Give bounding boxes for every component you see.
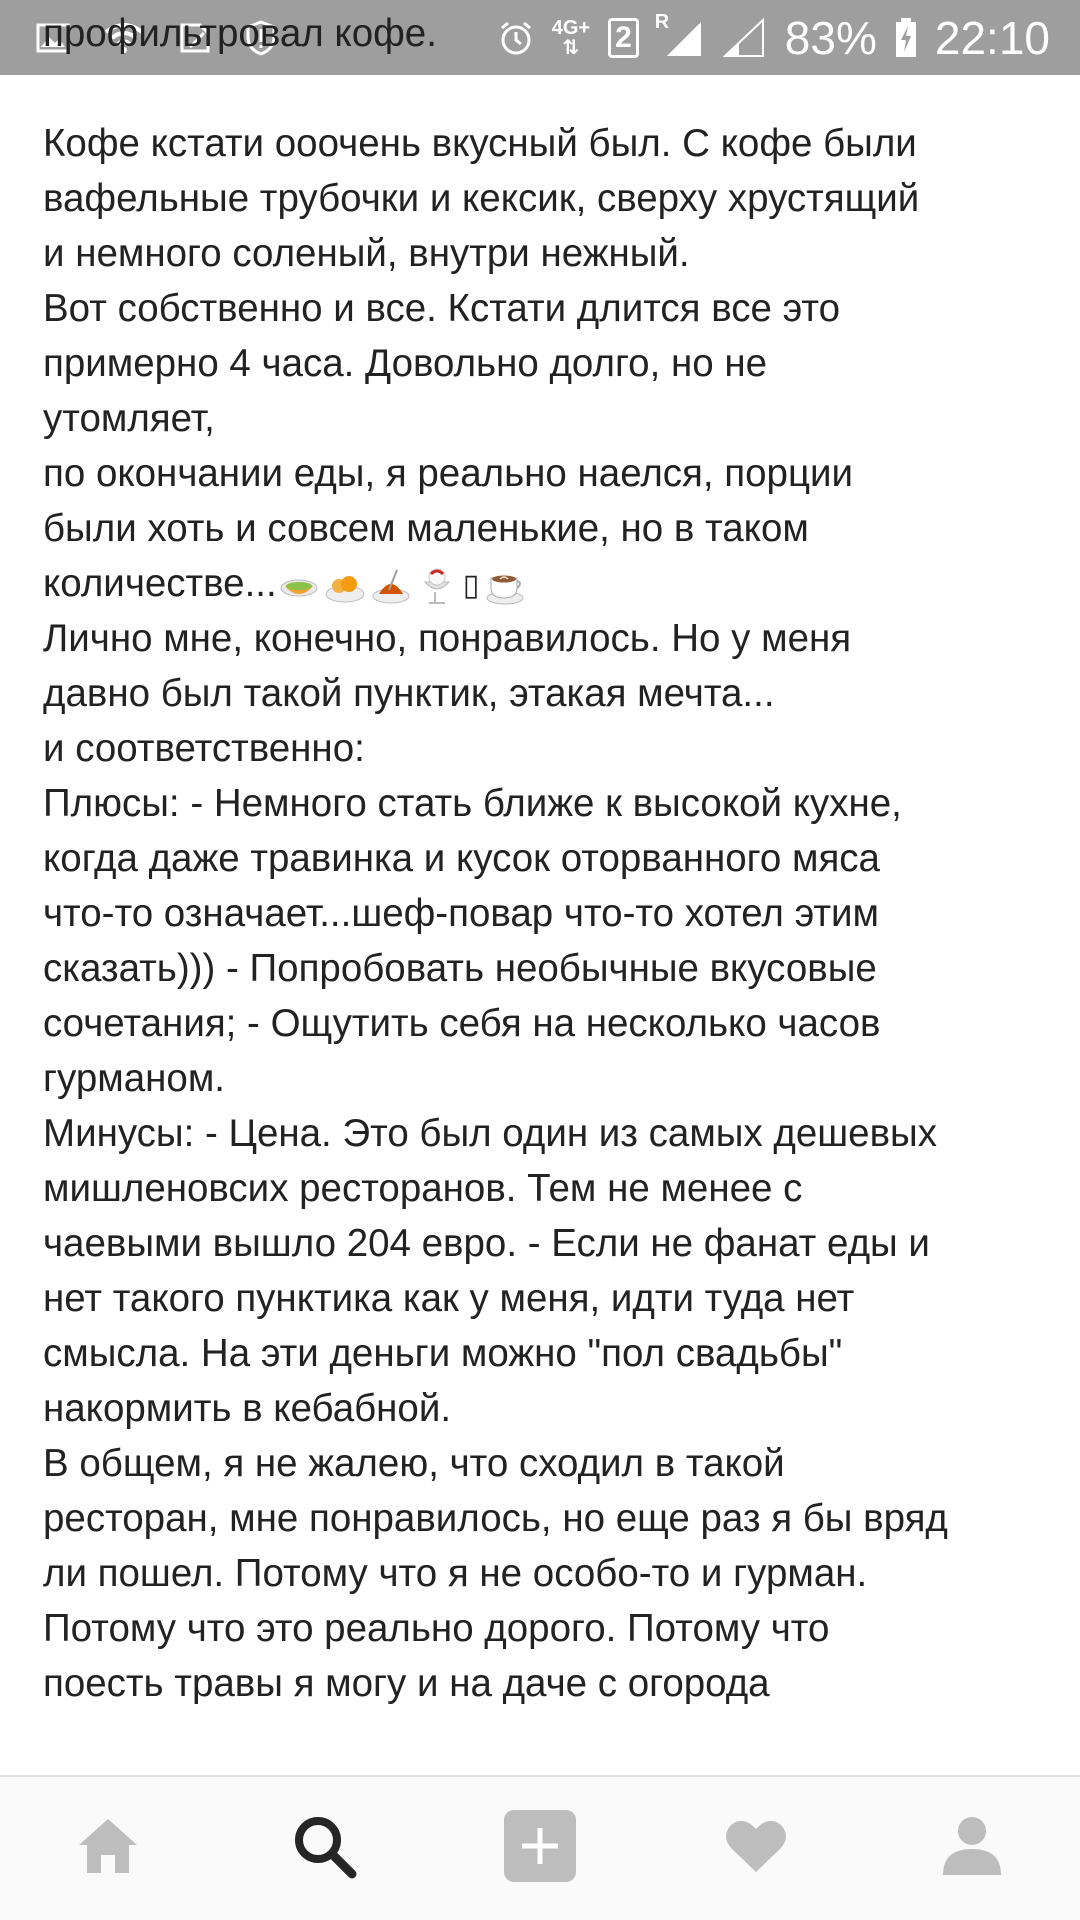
text-line: что-то означает...шеф-повар что-то хотел этим [43,892,880,935]
shrimp-plate-emoji-icon [325,566,365,606]
coffee-emoji-icon [485,566,525,606]
sim-slot-badge: 2 [608,18,639,58]
text-line: Вот собственно и все. Кстати длится все это [43,287,841,330]
text-line: профильтровал кофе. [43,12,437,55]
home-icon [77,1817,139,1880]
blank-line [43,61,1053,116]
text-line: были хоть и совсем маленькие, но в таком [43,507,809,550]
text-line: и соответственно: [43,727,365,770]
text-line: накормить в кебабной. [43,1387,452,1430]
nav-profile[interactable] [912,1799,1032,1899]
text-line: утомляет, [43,397,215,440]
soup-emoji-icon [279,566,319,606]
nav-search[interactable] [264,1799,384,1899]
pasta-emoji-icon [371,566,411,606]
clock: 22:10 [934,11,1050,64]
text-line: по окончании еды, я реально наелся, порции [43,452,854,495]
text-line: ли пошел. Потому что я не особо-то и гурман. [43,1552,868,1595]
bottom-nav [0,1775,1080,1920]
text-line: и немного соленый, внутри нежный. [43,232,690,275]
nav-home[interactable] [48,1799,168,1899]
network-label: 4G+ [551,16,591,39]
post-text [43,6,1053,1711]
text-line: сказать))) - Попробовать необычные вкусовые [43,947,877,990]
text-line: поесть травы я могу и на даче с огорода [43,1662,770,1705]
text-line: когда даже травинка и кусок оторванного мяса [43,837,880,880]
text-line: примерно 4 часа. Довольно долго, но не [43,342,767,385]
nav-add[interactable] [480,1799,600,1899]
text-line: Кофе кстати ооочень вкусный был. С кофе были [43,122,917,165]
text-line: смысла. На эти деньги можно "пол свадьбы" [43,1332,843,1375]
battery-percent: 83% [784,11,877,64]
text-line: Плюсы: - Немного стать ближе к высокой кухне, [43,782,902,825]
missing-glyph-icon: ▯ [462,568,480,602]
text-line: давно был такой пунктик, этакая мечта... [43,672,775,715]
text-line: Минусы: - Цена. Это был один из самых дешевых [43,1112,937,1155]
dessert-emoji-icon [417,566,457,606]
add-icon [504,1810,576,1887]
text-line: ресторан, мне понравилось, но еще раз я бы вряд [43,1497,948,1540]
text-line-with-emojis [43,556,1053,611]
text-line: В общем, я не жалею, что сходил в такой [43,1442,785,1485]
text-line: сочетания; - Ощутить себя на несколько часов [43,1002,881,1045]
text-line: чаевыми вышло 204 евро. - Если не фанат еды и [43,1222,930,1265]
text-line: Потому что это реально дорого. Потому что [43,1607,830,1650]
text-line: гурманом. [43,1057,225,1100]
emoji-row [279,566,532,606]
text-line: количестве... [43,562,277,605]
text-line: нет такого пунктика как у меня, идти туда нет [43,1277,855,1320]
nav-activity[interactable] [696,1799,816,1899]
roaming-label: R [654,10,670,33]
text-line: вафельные трубочки и кексик, сверху хрустящий [43,177,920,220]
data-arrows-icon: ⇅ [562,36,580,59]
heart-icon [725,1818,787,1879]
profile-icon [941,1815,1003,1882]
text-line: мишленовсих ресторанов. Тем не менее с [43,1167,803,1210]
search-icon [292,1814,356,1883]
text-line: Лично мне, конечно, понравилось. Но у меня [43,617,852,660]
